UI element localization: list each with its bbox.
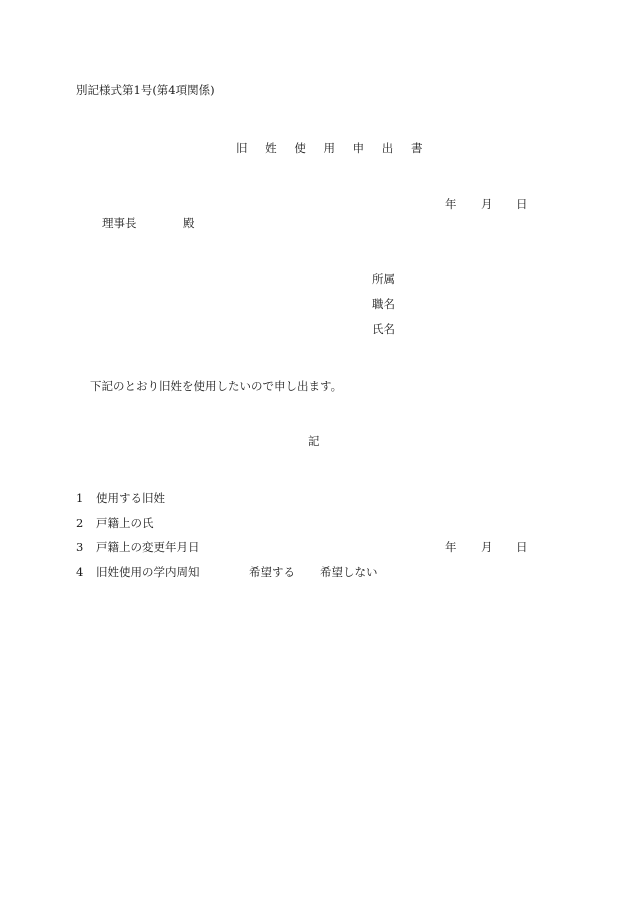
title-char: 旧	[236, 141, 248, 155]
title-char: 出	[381, 141, 394, 155]
item-text: 戸籍上の変更年月日	[96, 540, 200, 554]
document-title	[236, 143, 422, 155]
date-month-label: 月	[481, 197, 493, 211]
title-char: 申	[352, 141, 365, 155]
item-number: 4	[76, 565, 84, 579]
item-number: 2	[76, 516, 84, 530]
date-year-label: 年	[445, 197, 457, 211]
item3-month-label: 月	[481, 540, 493, 554]
form-label: 別記様式第1号(第4項関係)	[76, 83, 215, 97]
name-label: 氏名	[372, 322, 395, 336]
honorific: 殿	[183, 216, 195, 230]
item-text: 戸籍上の氏	[96, 516, 154, 530]
statement-text: 下記のとおり旧姓を使用したいので申し出ます。	[90, 379, 343, 393]
item-number: 1	[76, 491, 84, 505]
item-text: 使用する旧姓	[96, 491, 165, 505]
affiliation-label: 所属	[372, 272, 395, 286]
option-wish: 希望する	[249, 565, 295, 579]
title-char: 使	[294, 141, 306, 155]
item3-year-label: 年	[445, 540, 457, 554]
ki-heading: 記	[308, 434, 320, 448]
item-number: 3	[76, 540, 84, 554]
item3-day-label: 日	[516, 540, 528, 554]
date-day-label: 日	[516, 197, 528, 211]
job-title-label: 職名	[372, 297, 395, 311]
title-char: 用	[323, 141, 335, 155]
title-char: 書	[410, 141, 423, 155]
title-char: 姓	[265, 141, 277, 155]
item-text: 旧姓使用の学内周知	[96, 565, 200, 579]
option-no-wish: 希望しない	[320, 565, 378, 579]
addressee: 理事長	[102, 216, 137, 230]
